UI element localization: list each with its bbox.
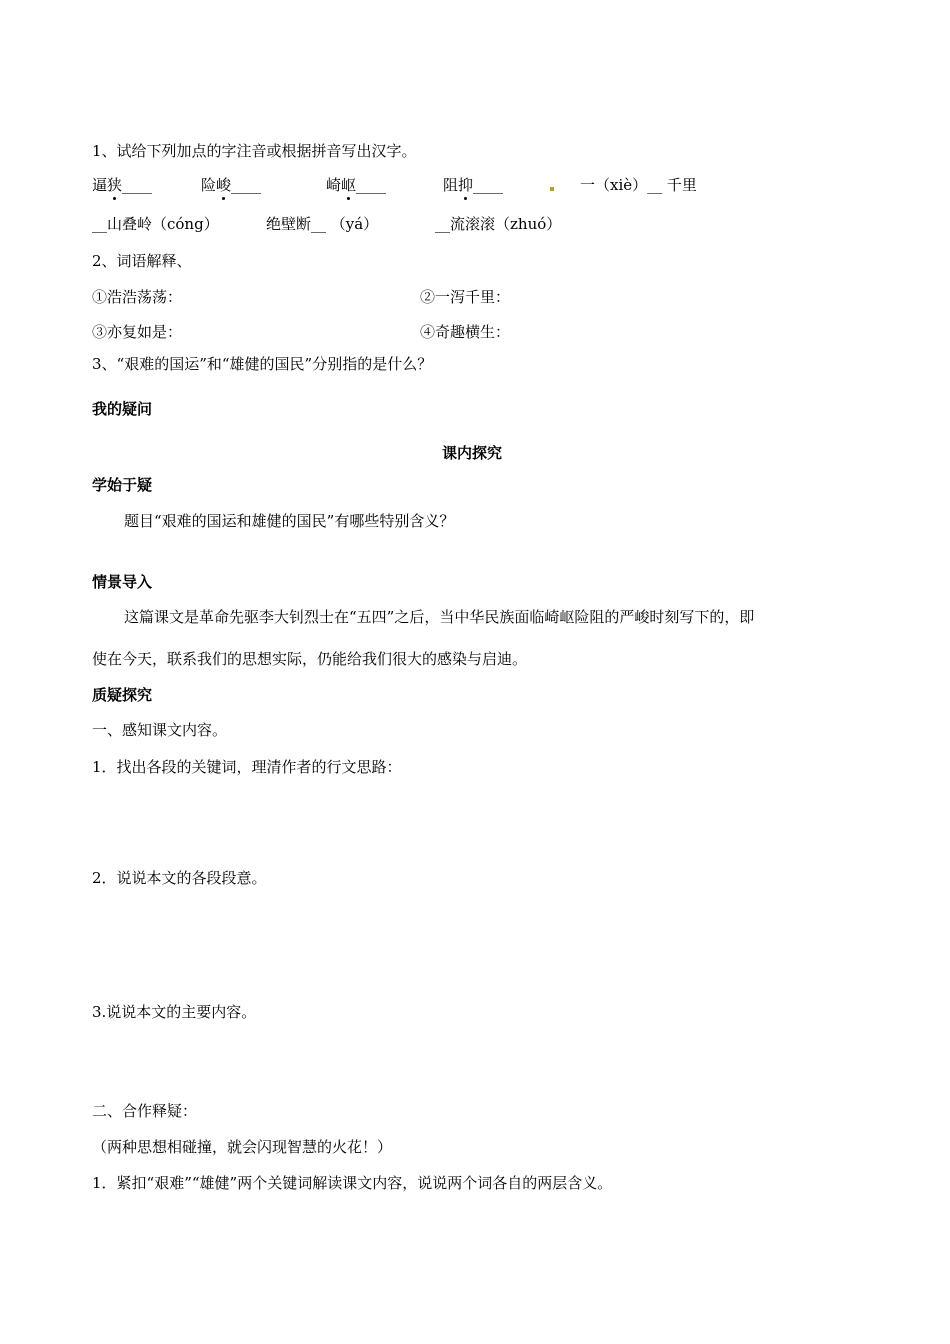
scene-paragraph-line-2: 使在今天，联系我们的思想实际，仍能给我们很大的感染与启迪。: [92, 650, 528, 668]
definition-2: ②一泻千里：: [420, 288, 511, 306]
learn-from-doubt-heading: 学始于疑: [92, 476, 153, 494]
word-xianjun: 险峻____: [201, 176, 262, 194]
word-zuyi: 阻抑____: [443, 176, 504, 194]
question-3: 3、“艰难的国运”和“雄健的国民”分别指的是什么？: [92, 355, 433, 373]
inquiry-part-1: 一、感知课文内容。: [92, 721, 228, 739]
question-1: 1、试给下列加点的字注音或根据拼音写出汉字。: [92, 142, 417, 160]
word-congshan: __山叠岭（cóng）: [92, 215, 219, 233]
inquiry-part-1-question-3: 3.说说本文的主要内容。: [92, 1003, 257, 1021]
inquiry-heading: 质疑探究: [92, 686, 153, 704]
inquiry-part-2-question-1: 1．紧扣“艰难”“雄健”两个关键词解读课文内容，说说两个词各自的两层含义。: [92, 1174, 613, 1192]
definition-1: ①浩浩荡荡：: [92, 288, 183, 306]
scene-paragraph-line-1: 这篇课文是革命先驱李大钊烈士在“五四”之后，当中华民族面临崎岖险阻的严峻时刻写下的，即: [124, 608, 755, 626]
green-dot-mark: [550, 187, 554, 191]
word-bixia: 逼狭____: [92, 176, 153, 194]
word-yixie: 一（xiè）__ 千里: [580, 176, 697, 194]
definition-3: ③亦复如是：: [92, 323, 183, 341]
inquiry-part-1-question-2: 2．说说本文的各段段意。: [92, 869, 267, 887]
learn-from-doubt-text: 题目“艰难的国运和雄健的国民”有哪些特别含义？: [124, 512, 455, 530]
word-qiqu: 崎岖____: [326, 176, 387, 194]
scene-heading: 情景导入: [92, 573, 153, 591]
center-title: 课内探究: [442, 444, 503, 462]
inquiry-part-2: 二、合作释疑：: [92, 1102, 198, 1120]
my-question-heading: 我的疑问: [92, 400, 153, 418]
definition-4: ④奇趣横生：: [420, 323, 511, 341]
inquiry-part-2-note: （两种思想相碰撞，就会闪现智慧的火花！）: [92, 1138, 393, 1156]
word-zhuoliu: __流滚滚（zhuó）: [435, 215, 562, 233]
inquiry-part-1-question-1: 1．找出各段的关键词，理清作者的行文思路：: [92, 758, 402, 776]
question-2: 2、词语解释、: [92, 252, 192, 270]
word-jueya: 绝壁断__ （yá）: [266, 215, 379, 233]
